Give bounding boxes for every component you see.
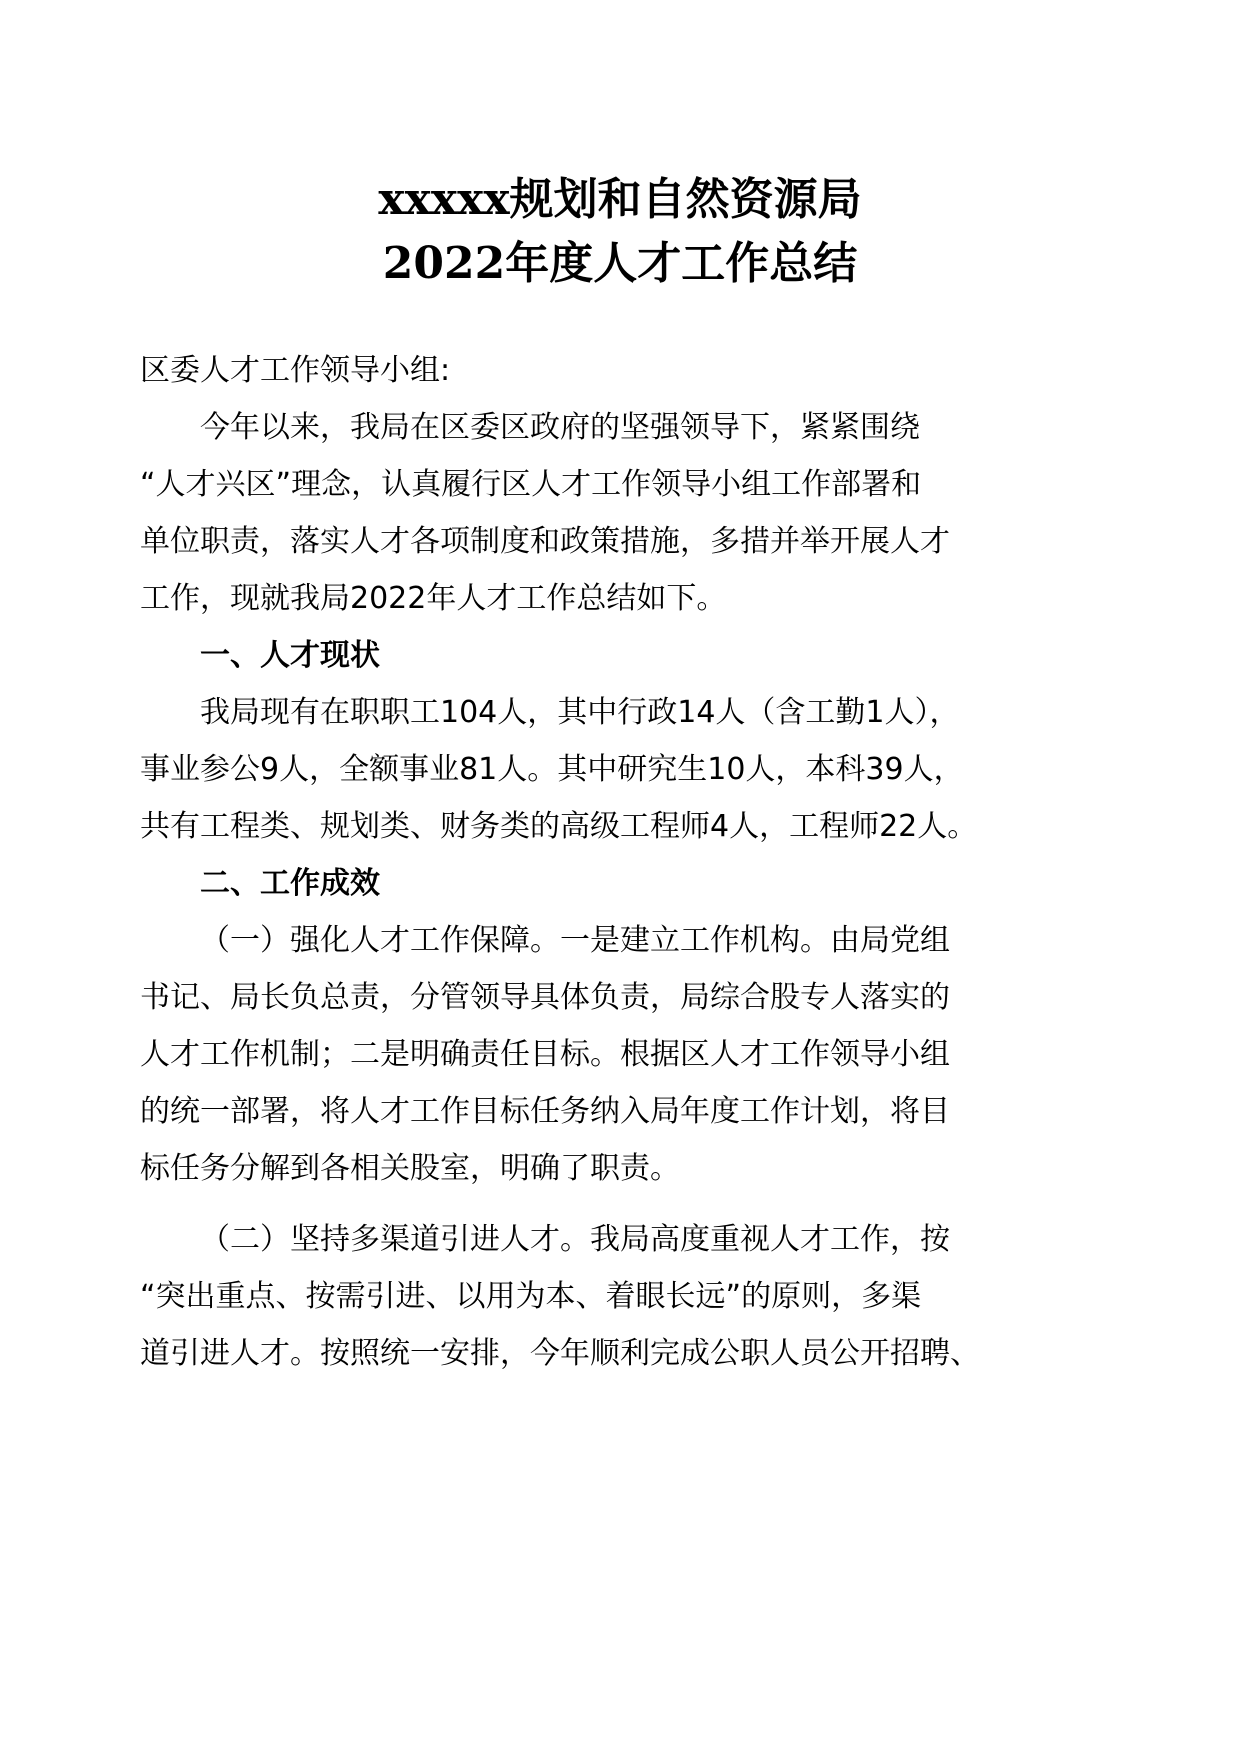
paragraph-text: （一）强化人才工作保障。一是建立工作机构。由局党组 (200, 923, 950, 958)
paragraph-text: 的统一部署，将人才工作目标任务纳入局年度工作计划，将目 (140, 1094, 950, 1129)
paragraph-text: “人才兴区”理念，认真履行区人才工作领导小组工作部署和 (140, 467, 922, 502)
paragraph-text: “突出重点、按需引进、以用为本、着眼长远”的原则，多渠 (140, 1279, 922, 1314)
paragraph-text: 单位职责，落实人才各项制度和政策措施，多措并举开展人才 (140, 524, 950, 559)
paragraph-text: 工作，现就我局2022年人才工作总结如下。 (140, 581, 727, 616)
salutation-text: 区委人才工作领导小组: (140, 353, 451, 388)
document-title-line-2: 2022年度人才工作总结 (382, 238, 858, 289)
paragraph-text: 书记、局长负总责，分管领导具体负责，局综合股专人落实的 (140, 980, 950, 1015)
document-title-line-1: xxxxx规划和自然资源局 (378, 174, 862, 225)
paragraph-text: 我局现有在职职工104人，其中行政14人（含工勤1人）， (200, 695, 960, 730)
section-heading-text: 二、工作成效 (200, 866, 380, 901)
section-heading-text: 一、人才现状 (200, 638, 380, 673)
paragraph-text: 道引进人才。按照统一安排，今年顺利完成公职人员公开招聘、 (140, 1336, 980, 1371)
paragraph-text: （二）坚持多渠道引进人才。我局高度重视人才工作，按 (200, 1222, 950, 1257)
paragraph-text: 共有工程类、规划类、财务类的高级工程师4人，工程师22人。 (140, 809, 978, 844)
paragraph-text: 标任务分解到各相关股室，明确了职责。 (140, 1151, 680, 1186)
paragraph-text: 人才工作机制；二是明确责任目标。根据区人才工作领导小组 (140, 1037, 950, 1072)
paragraph-text: 事业参公9人，全额事业81人。其中研究生10人，本科39人， (140, 752, 964, 787)
paragraph-text: 今年以来，我局在区委区政府的坚强领导下，紧紧围绕 (200, 410, 920, 445)
